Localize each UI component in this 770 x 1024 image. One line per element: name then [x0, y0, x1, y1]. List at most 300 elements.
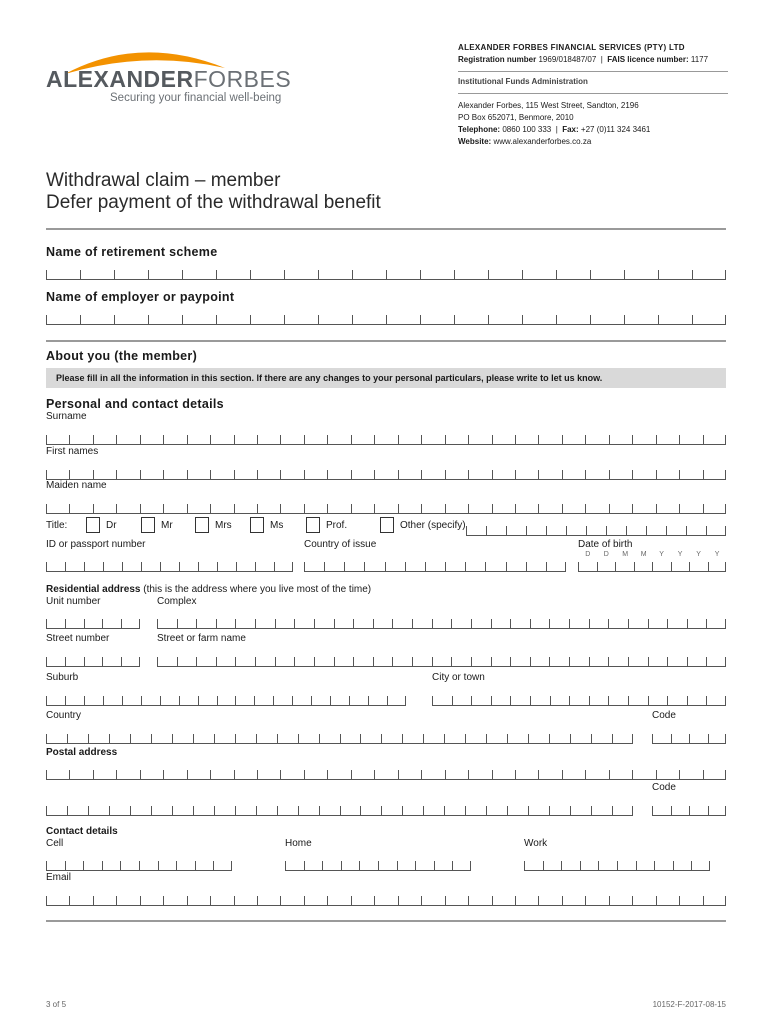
- box-divider: [109, 806, 110, 815]
- box-divider: [549, 734, 550, 743]
- dob-input[interactable]: [578, 552, 726, 572]
- box-divider: [314, 619, 315, 628]
- box-divider: [706, 696, 707, 705]
- box-divider: [151, 734, 152, 743]
- first-names-input[interactable]: [46, 460, 726, 480]
- box-divider: [488, 270, 489, 279]
- box-divider: [612, 806, 613, 815]
- box-divider: [139, 861, 140, 870]
- complex-label: Complex: [157, 596, 197, 607]
- box-divider: [93, 435, 94, 444]
- box-divider: [46, 734, 47, 743]
- box-divider: [445, 470, 446, 479]
- res-code-input[interactable]: [652, 724, 726, 744]
- box-divider: [466, 526, 467, 535]
- box-divider: [652, 562, 653, 571]
- box-divider: [46, 861, 47, 870]
- box-divider: [46, 435, 47, 444]
- box-divider: [298, 734, 299, 743]
- box-divider: [679, 504, 680, 513]
- box-divider: [319, 734, 320, 743]
- postal-line1-input[interactable]: [46, 760, 726, 780]
- box-divider: [121, 657, 122, 666]
- box-divider: [634, 562, 635, 571]
- box-divider: [445, 435, 446, 444]
- box-divider: [234, 504, 235, 513]
- box-divider: [444, 806, 445, 815]
- box-divider: [492, 435, 493, 444]
- box-divider: [486, 526, 487, 535]
- box-divider: [609, 896, 610, 905]
- box-divider: [327, 435, 328, 444]
- box-divider: [671, 806, 672, 815]
- box-divider: [708, 734, 709, 743]
- box-divider: [213, 861, 214, 870]
- box-divider: [510, 657, 511, 666]
- box-divider: [140, 896, 141, 905]
- box-divider: [216, 619, 217, 628]
- box-divider: [351, 896, 352, 905]
- box-divider: [569, 696, 570, 705]
- box-divider: [334, 619, 335, 628]
- box-divider: [109, 734, 110, 743]
- box-divider: [116, 435, 117, 444]
- country-issue-label: Country of issue: [304, 539, 377, 550]
- box-divider: [284, 315, 285, 324]
- box-divider: [257, 504, 258, 513]
- box-divider: [656, 470, 657, 479]
- residential-heading: Residential address (this is the address where you live most of the time): [46, 584, 372, 595]
- box-divider: [522, 315, 523, 324]
- box-divider: [585, 470, 586, 479]
- box-divider: [196, 619, 197, 628]
- box-divider: [84, 619, 85, 628]
- box-divider: [468, 435, 469, 444]
- box-divider: [216, 657, 217, 666]
- box-divider: [386, 315, 387, 324]
- box-divider: [257, 470, 258, 479]
- box-divider: [591, 734, 592, 743]
- box-divider: [140, 504, 141, 513]
- box-divider: [158, 861, 159, 870]
- box-divider: [294, 619, 295, 628]
- box-divider: [549, 619, 550, 628]
- title-mrs-checkbox[interactable]: [195, 517, 209, 533]
- box-divider: [344, 562, 345, 571]
- box-divider: [373, 657, 374, 666]
- brand-tagline: Securing your financial well-being: [110, 92, 282, 104]
- box-divider: [374, 504, 375, 513]
- box-divider: [667, 619, 668, 628]
- box-divider: [671, 734, 672, 743]
- box-divider: [69, 504, 70, 513]
- box-divider: [420, 315, 421, 324]
- home-input[interactable]: [285, 851, 471, 871]
- title-dr-label: Dr: [106, 520, 117, 531]
- box-divider: [187, 504, 188, 513]
- box-divider: [538, 435, 539, 444]
- box-divider: [632, 806, 633, 815]
- box-divider: [398, 504, 399, 513]
- box-divider: [84, 562, 85, 571]
- title-mrs-label: Mrs: [215, 520, 232, 531]
- box-divider: [351, 435, 352, 444]
- box-divider: [706, 619, 707, 628]
- postal-code-input[interactable]: [652, 796, 726, 816]
- box-divider: [444, 734, 445, 743]
- postal-code-label: Code: [652, 782, 676, 793]
- box-divider: [187, 770, 188, 779]
- box-divider: [562, 896, 563, 905]
- box-divider: [304, 435, 305, 444]
- box-divider: [648, 619, 649, 628]
- box-divider: [570, 806, 571, 815]
- box-divider: [46, 806, 47, 815]
- box-divider: [255, 657, 256, 666]
- box-divider: [139, 657, 140, 666]
- title-prof-label: Prof.: [326, 520, 348, 531]
- box-divider: [277, 806, 278, 815]
- box-divider: [122, 696, 123, 705]
- box-divider: [432, 619, 433, 628]
- box-divider: [471, 696, 472, 705]
- street-name-label: Street or farm name: [157, 633, 246, 644]
- box-divider: [530, 657, 531, 666]
- box-divider: [667, 696, 668, 705]
- box-divider: [280, 470, 281, 479]
- box-divider: [421, 470, 422, 479]
- box-divider: [257, 896, 258, 905]
- email-input[interactable]: [46, 886, 726, 906]
- box-divider: [373, 619, 374, 628]
- box-divider: [617, 861, 618, 870]
- box-divider: [120, 861, 121, 870]
- box-divider: [445, 504, 446, 513]
- box-divider: [65, 861, 66, 870]
- box-divider: [397, 861, 398, 870]
- work-input[interactable]: [524, 851, 710, 871]
- box-divider: [46, 896, 47, 905]
- box-divider: [703, 770, 704, 779]
- box-divider: [703, 504, 704, 513]
- box-divider: [612, 734, 613, 743]
- box-divider: [597, 562, 598, 571]
- box-divider: [256, 806, 257, 815]
- box-divider: [65, 657, 66, 666]
- box-divider: [598, 861, 599, 870]
- box-divider: [292, 696, 293, 705]
- title-dr-checkbox[interactable]: [86, 517, 100, 533]
- box-divider: [141, 696, 142, 705]
- box-divider: [652, 734, 653, 743]
- box-divider: [632, 435, 633, 444]
- box-divider: [368, 696, 369, 705]
- box-divider: [445, 896, 446, 905]
- box-divider: [277, 734, 278, 743]
- first-names-label: First names: [46, 446, 99, 457]
- box-divider: [624, 315, 625, 324]
- box-divider: [679, 770, 680, 779]
- box-divider: [725, 562, 726, 571]
- box-divider: [691, 861, 692, 870]
- box-divider: [196, 657, 197, 666]
- box-divider: [179, 562, 180, 571]
- box-divider: [515, 470, 516, 479]
- box-divider: [703, 470, 704, 479]
- box-divider: [298, 806, 299, 815]
- box-divider: [589, 696, 590, 705]
- box-divider: [69, 896, 70, 905]
- box-divider: [725, 696, 726, 705]
- box-divider: [284, 270, 285, 279]
- box-divider: [93, 896, 94, 905]
- box-divider: [210, 435, 211, 444]
- box-divider: [187, 470, 188, 479]
- maiden-name-label: Maiden name: [46, 480, 107, 491]
- box-divider: [689, 806, 690, 815]
- street-number-input[interactable]: [46, 647, 140, 667]
- box-divider: [364, 562, 365, 571]
- box-divider: [488, 315, 489, 324]
- box-divider: [507, 806, 508, 815]
- box-divider: [666, 526, 667, 535]
- box-divider: [590, 315, 591, 324]
- box-divider: [570, 734, 571, 743]
- street-number-label: Street number: [46, 633, 110, 644]
- box-divider: [275, 619, 276, 628]
- box-divider: [193, 806, 194, 815]
- box-divider: [234, 896, 235, 905]
- box-divider: [465, 734, 466, 743]
- box-divider: [250, 270, 251, 279]
- box-divider: [319, 806, 320, 815]
- box-divider: [725, 315, 726, 324]
- title-mr-checkbox[interactable]: [141, 517, 155, 533]
- title-ms-label: Ms: [270, 520, 284, 531]
- box-divider: [562, 435, 563, 444]
- box-divider: [84, 696, 85, 705]
- box-divider: [608, 696, 609, 705]
- about-title: About you (the member): [46, 349, 198, 363]
- box-divider: [421, 504, 422, 513]
- box-divider: [468, 896, 469, 905]
- box-divider: [725, 619, 726, 628]
- complex-input[interactable]: [157, 609, 726, 629]
- surname-input[interactable]: [46, 425, 726, 445]
- box-divider: [689, 734, 690, 743]
- box-divider: [130, 806, 131, 815]
- box-divider: [177, 657, 178, 666]
- box-divider: [80, 270, 81, 279]
- box-divider: [589, 657, 590, 666]
- box-divider: [586, 526, 587, 535]
- box-divider: [556, 270, 557, 279]
- box-divider: [626, 526, 627, 535]
- box-divider: [116, 504, 117, 513]
- box-divider: [725, 526, 726, 535]
- brand-thin: FORBES: [193, 66, 292, 92]
- box-divider: [628, 696, 629, 705]
- box-divider: [182, 315, 183, 324]
- box-divider: [392, 657, 393, 666]
- box-divider: [256, 734, 257, 743]
- box-divider: [102, 861, 103, 870]
- title-prof-checkbox[interactable]: [306, 517, 320, 533]
- box-divider: [381, 806, 382, 815]
- box-divider: [725, 896, 726, 905]
- box-divider: [526, 526, 527, 535]
- box-divider: [257, 770, 258, 779]
- phone-fax-line: Telephone: 0860 100 333 | Fax: +27 (0)11 324 3461: [458, 125, 651, 134]
- box-divider: [187, 896, 188, 905]
- box-divider: [445, 562, 446, 571]
- country-issue-input[interactable]: [304, 552, 566, 572]
- box-divider: [470, 861, 471, 870]
- box-divider: [163, 435, 164, 444]
- postal-line2-input[interactable]: [46, 796, 633, 816]
- company-divider-2: [458, 93, 728, 94]
- box-divider: [140, 770, 141, 779]
- box-divider: [141, 562, 142, 571]
- registration-line: Registration number 1969/018487/07 | FAIS licence number: 1177: [458, 55, 709, 64]
- box-divider: [656, 896, 657, 905]
- box-divider: [454, 270, 455, 279]
- box-divider: [432, 696, 433, 705]
- box-divider: [351, 504, 352, 513]
- box-divider: [703, 435, 704, 444]
- box-divider: [425, 562, 426, 571]
- box-divider: [130, 734, 131, 743]
- box-divider: [114, 315, 115, 324]
- box-divider: [492, 770, 493, 779]
- box-divider: [591, 806, 592, 815]
- box-divider: [341, 861, 342, 870]
- box-divider: [179, 696, 180, 705]
- box-divider: [93, 470, 94, 479]
- box-divider: [102, 619, 103, 628]
- box-divider: [234, 435, 235, 444]
- box-divider: [515, 504, 516, 513]
- box-divider: [725, 470, 726, 479]
- box-divider: [374, 435, 375, 444]
- box-divider: [689, 562, 690, 571]
- suburb-input[interactable]: [46, 686, 406, 706]
- street-name-input[interactable]: [157, 647, 726, 667]
- box-divider: [538, 504, 539, 513]
- box-divider: [585, 435, 586, 444]
- box-divider: [387, 696, 388, 705]
- box-divider: [538, 470, 539, 479]
- box-divider: [510, 696, 511, 705]
- cell-label: Cell: [46, 838, 64, 849]
- box-divider: [538, 770, 539, 779]
- box-divider: [352, 315, 353, 324]
- maiden-name-input[interactable]: [46, 494, 726, 514]
- box-divider: [628, 619, 629, 628]
- box-divider: [322, 861, 323, 870]
- box-divider: [235, 696, 236, 705]
- id-input[interactable]: [46, 552, 293, 572]
- box-divider: [679, 896, 680, 905]
- box-divider: [609, 770, 610, 779]
- box-divider: [116, 470, 117, 479]
- box-divider: [304, 861, 305, 870]
- box-divider: [327, 770, 328, 779]
- box-divider: [632, 734, 633, 743]
- box-divider: [69, 770, 70, 779]
- title-ms-checkbox[interactable]: [250, 517, 264, 533]
- box-divider: [231, 861, 232, 870]
- box-divider: [93, 770, 94, 779]
- box-divider: [491, 657, 492, 666]
- box-divider: [725, 734, 726, 743]
- box-divider: [195, 861, 196, 870]
- box-divider: [360, 806, 361, 815]
- box-divider: [318, 270, 319, 279]
- box-divider: [562, 504, 563, 513]
- box-divider: [609, 504, 610, 513]
- box-divider: [67, 734, 68, 743]
- box-divider: [421, 435, 422, 444]
- box-divider: [176, 861, 177, 870]
- box-divider: [198, 562, 199, 571]
- country-input[interactable]: [46, 724, 633, 744]
- box-divider: [275, 657, 276, 666]
- unit-input[interactable]: [46, 609, 140, 629]
- box-divider: [280, 770, 281, 779]
- box-divider: [257, 435, 258, 444]
- box-divider: [445, 770, 446, 779]
- box-divider: [624, 270, 625, 279]
- box-divider: [679, 435, 680, 444]
- box-divider: [451, 619, 452, 628]
- box-divider: [353, 657, 354, 666]
- box-divider: [515, 896, 516, 905]
- box-divider: [88, 734, 89, 743]
- title-other-input[interactable]: [466, 516, 726, 536]
- box-divider: [708, 562, 709, 571]
- box-divider: [636, 861, 637, 870]
- box-divider: [405, 562, 406, 571]
- city-input[interactable]: [432, 686, 726, 706]
- box-divider: [280, 896, 281, 905]
- page-number: 3 of 5: [46, 1000, 67, 1009]
- box-divider: [608, 619, 609, 628]
- title-mr-label: Mr: [161, 520, 173, 531]
- scheme-input[interactable]: [46, 260, 726, 280]
- box-divider: [671, 562, 672, 571]
- box-divider: [163, 770, 164, 779]
- box-divider: [468, 504, 469, 513]
- box-divider: [214, 734, 215, 743]
- box-divider: [454, 315, 455, 324]
- cell-input[interactable]: [46, 851, 232, 871]
- box-divider: [234, 770, 235, 779]
- box-divider: [686, 526, 687, 535]
- box-divider: [628, 657, 629, 666]
- box-divider: [706, 526, 707, 535]
- box-divider: [353, 619, 354, 628]
- box-divider: [304, 470, 305, 479]
- box-divider: [562, 470, 563, 479]
- box-divider: [492, 470, 493, 479]
- employer-input[interactable]: [46, 305, 726, 325]
- box-divider: [83, 861, 84, 870]
- box-divider: [565, 562, 566, 571]
- box-divider: [585, 770, 586, 779]
- box-divider: [452, 861, 453, 870]
- title-other-checkbox[interactable]: [380, 517, 394, 533]
